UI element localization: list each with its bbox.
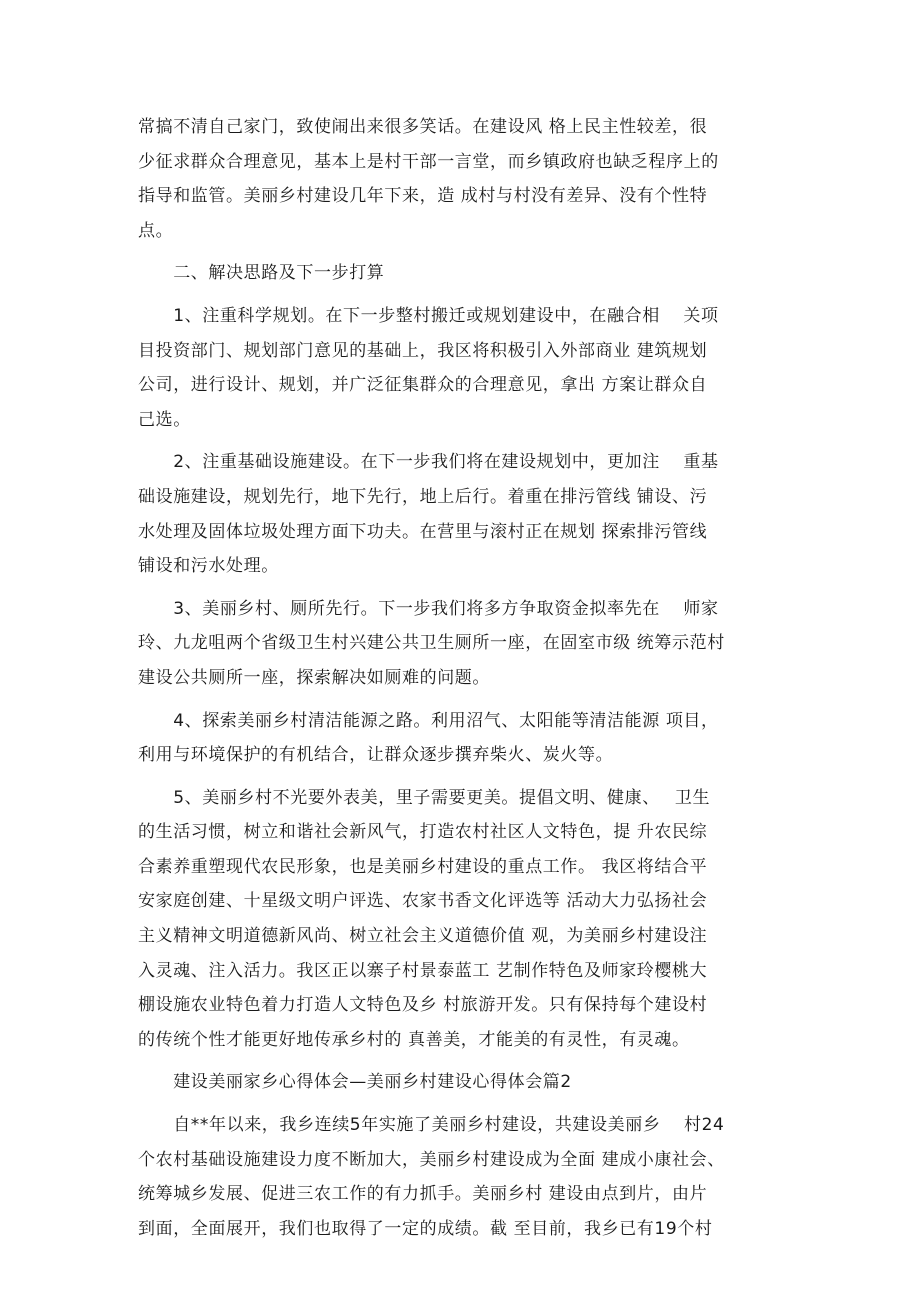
paragraph-gap xyxy=(138,248,788,256)
text-line: 玲、九龙咀两个省级卫生村兴建公共卫生厕所一座，在固室市级 统筹示范村 xyxy=(138,633,725,654)
text-line: 水处理及固体垃圾处理方面下功夫。在营里与滚村正在规划 探索排污管线 xyxy=(138,521,708,542)
text-line: 棚设施农业特色着力打造人文特色及乡 村旅游开发。只有保持每个建设村 xyxy=(138,995,708,1016)
text-line: 少征求群众合理意见，基本上是村干部一言堂，而乡镇政府也缺乏程序上的 xyxy=(138,151,719,172)
text-line: 个农村基础设施建设力度不断加大，美丽乡村建设成为全面 建成小康社会、 xyxy=(138,1149,725,1170)
paragraph-gap xyxy=(138,773,788,781)
text-line: 础设施建设，规划先行，地下先行，地上后行。着重在排污管线 铺设、污 xyxy=(138,486,708,507)
text-line: 主义精神文明道德新风尚、树立社会主义道德价值 观，为美丽乡村建设注 xyxy=(138,926,708,947)
paragraph-gap xyxy=(138,696,788,704)
text-line: 常搞不清自己家门，致使闹出来很多笑话。在建设风 格上民主性较差，很 xyxy=(138,117,708,137)
text-line: 公司，进行设计、规划，并广泛征集群众的合理意见，拿出 方案让群众自 xyxy=(138,375,708,396)
text-line: 1、注重科学规划。在下一步整村搬迁或规划建设中，在融合相 关项 xyxy=(138,305,719,326)
paragraph-gap xyxy=(138,437,788,445)
text-line: 4、探索美丽乡村清洁能源之路。利用沼气、太阳能等清洁能源 项目， xyxy=(138,710,719,731)
text-line: 铺设和污水处理。 xyxy=(138,556,279,577)
text-line: 3、美丽乡村、厕所先行。下一步我们将多方争取资金拟率先在 师家 xyxy=(138,598,719,619)
text-line: 点。 xyxy=(138,220,174,241)
text-line: 入灵魂、注入活力。我区正以寨子村景泰蓝工 艺制作特色及师家玲樱桃大 xyxy=(138,960,708,981)
document-body xyxy=(138,110,788,1246)
text-line: 安家庭创建、十星级文明户评选、农家书香文化评选等 活动大力弘扬社会 xyxy=(138,891,708,912)
paragraph-gap xyxy=(138,584,788,592)
text-line: 5、美丽乡村不光要外表美，里子需要更美。提倡文明、健康、 卫生 xyxy=(138,787,711,808)
text-line: 2、注重基础设施建设。在下一步我们将在建设规划中，更加注 重基 xyxy=(138,452,719,473)
text-line: 目投资部门、规划部门意见的基础上，我区将积极引入外部商业 建筑规划 xyxy=(138,340,708,361)
paragraph-gap xyxy=(138,1057,788,1065)
paragraph-gap xyxy=(138,1100,788,1108)
text-line: 建设公共厕所一座，探索解决如厕难的问题。 xyxy=(138,667,490,688)
text-line: 的传统个性才能更好地传承乡村的 真善美，才能美的有灵性，有灵魂。 xyxy=(138,1029,690,1050)
text-line: 的生活习惯，树立和谐社会新风气，打造农村社区人文特色，提 升农民综 xyxy=(138,822,708,843)
text-line: 建设美丽家乡心得体会—美丽乡村建设心得体会篇2 xyxy=(138,1072,572,1093)
text-line: 利用与环境保护的有机结合，让群众逐步撰弃柴火、炭火等。 xyxy=(138,745,614,766)
text-line: 到面，全面展开，我们也取得了一定的成绩。截 至目前，我乡已有19个村 xyxy=(138,1218,713,1239)
text-line: 统筹城乡发展、促进三农工作的有力抓手。美丽乡村 建设由点到片，由片 xyxy=(138,1184,708,1205)
text-line: 自**年以来，我乡连续5年实施了美丽乡村建设，共建设美丽乡 村24 xyxy=(138,1115,725,1136)
text-line: 指导和监管。美丽乡村建设几年下来，造 成村与村没有差异、没有个性特 xyxy=(138,186,708,207)
text-line: 二、解决思路及下一步打算 xyxy=(138,263,385,284)
text-line: 合素养重塑现代农民形象，也是美丽乡村建设的重点工作。 我区将结合平 xyxy=(138,856,708,877)
text-line: 己选。 xyxy=(138,409,191,430)
paragraph-gap xyxy=(138,291,788,299)
